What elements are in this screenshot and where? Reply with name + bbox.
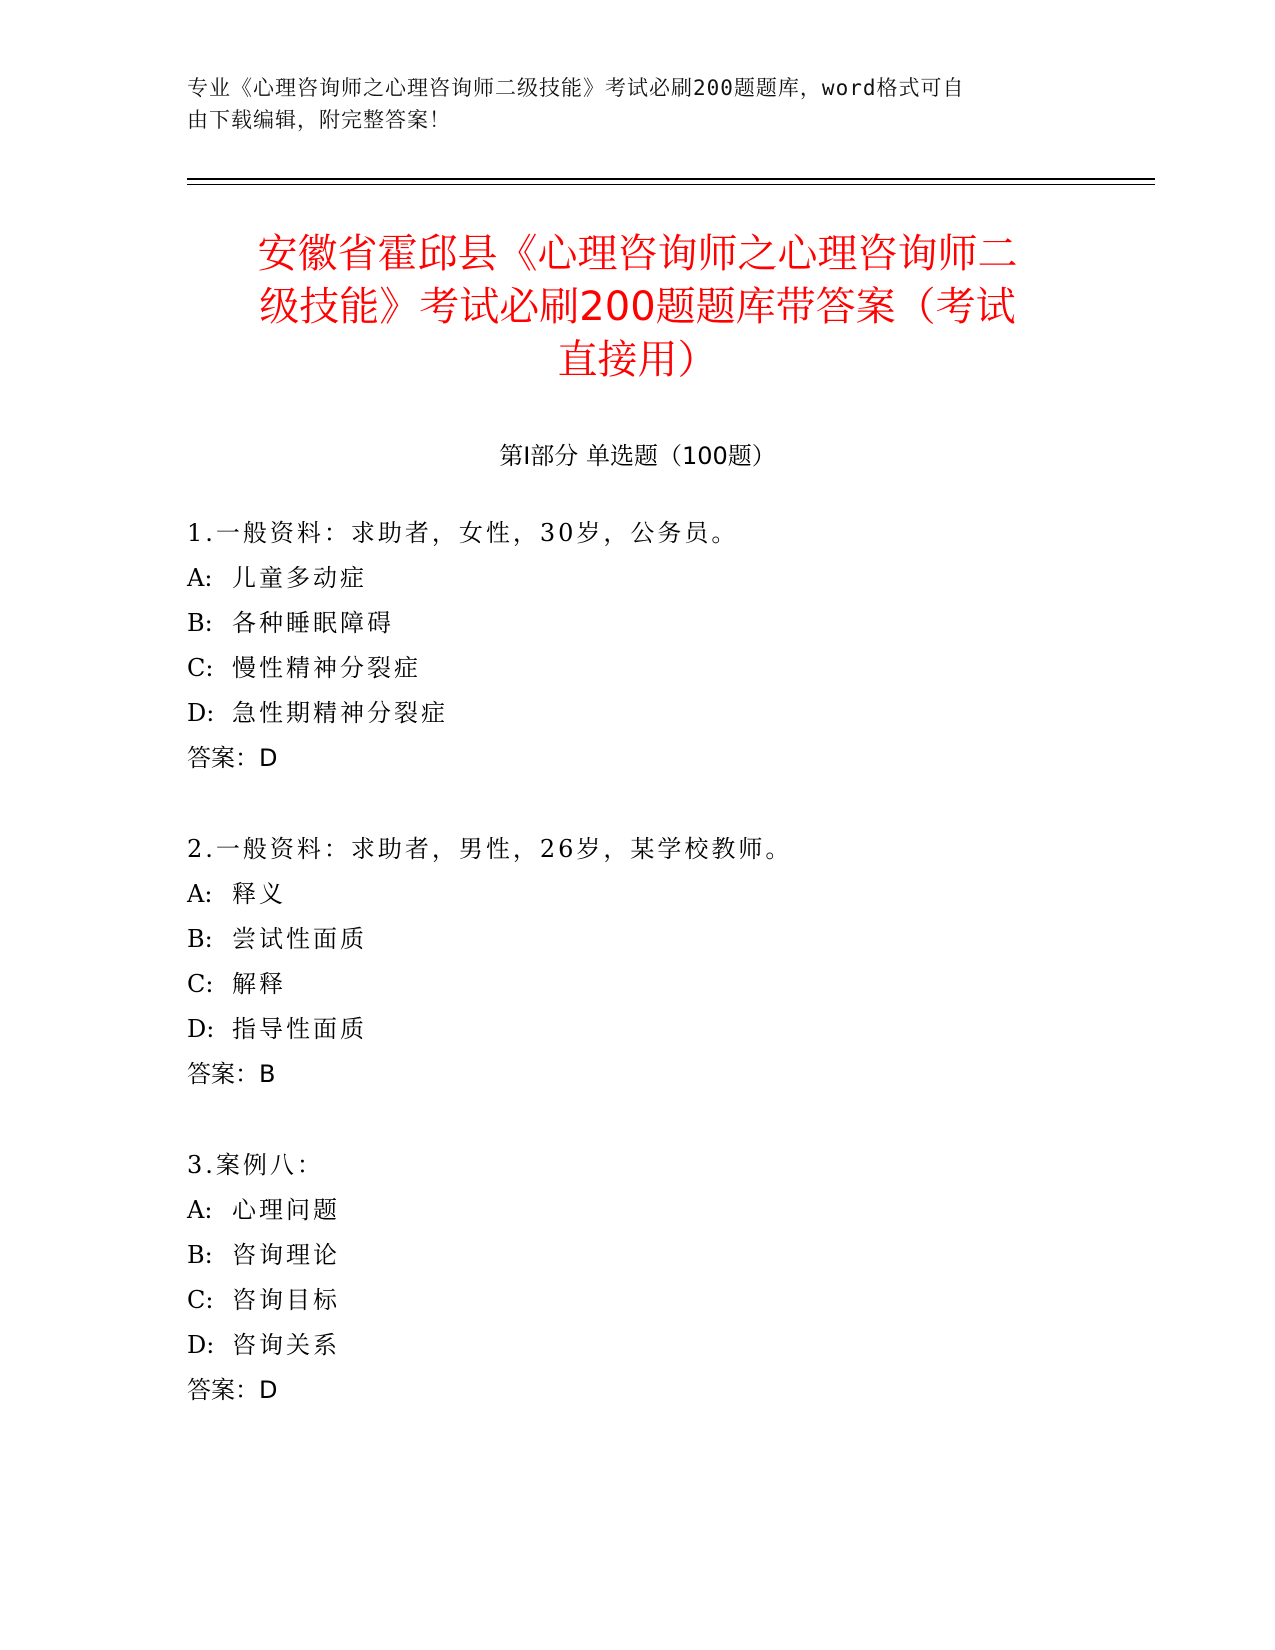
question-option-c xyxy=(187,1278,1087,1323)
answer-label: 答案： xyxy=(187,744,259,772)
answer-value: B xyxy=(259,1060,276,1088)
question-stem: 2.一般资料：求助者，男性，26岁，某学校教师。 xyxy=(187,835,793,863)
answer-label: 答案： xyxy=(187,1060,259,1088)
option-letter: A: xyxy=(187,880,213,908)
question-option-a xyxy=(187,556,1087,601)
option-letter: D: xyxy=(187,1015,215,1043)
question-option-d xyxy=(187,1007,1087,1052)
header-divider-thick xyxy=(187,178,1155,180)
option-text: 慢性精神分裂症 xyxy=(232,654,421,682)
header-divider-thin xyxy=(187,184,1155,185)
option-text: 尝试性面质 xyxy=(232,925,367,953)
question-stem: 1.一般资料：求助者，女性，30岁，公务员。 xyxy=(187,519,739,547)
question-answer xyxy=(187,1368,1087,1413)
question-option-a xyxy=(187,872,1087,917)
document-title-line-2: 级技能》考试必刷200题题库带答案（考试 xyxy=(259,284,1016,330)
document-title-line-3: 直接用） xyxy=(557,337,718,383)
option-letter: A: xyxy=(187,564,213,592)
option-text: 解释 xyxy=(232,970,286,998)
header-note-line-1: 专业《心理咨询师之心理咨询师二级技能》考试必刷200题题库，word格式可自 xyxy=(187,76,965,100)
option-letter: C: xyxy=(187,970,214,998)
section-title: 第Ⅰ部分 单选题（100题） xyxy=(499,442,776,470)
question-option-c xyxy=(187,962,1087,1007)
document-title-line-1: 安徽省霍邱县《心理咨询师之心理咨询师二 xyxy=(257,231,1018,277)
option-text: 心理问题 xyxy=(232,1196,340,1224)
question-option-b xyxy=(187,917,1087,962)
option-letter: B: xyxy=(187,925,213,953)
document-title xyxy=(190,228,1085,387)
option-letter: D: xyxy=(187,1331,215,1359)
option-letter: C: xyxy=(187,654,214,682)
option-text: 指导性面质 xyxy=(232,1015,367,1043)
question-option-c xyxy=(187,646,1087,691)
document-header-note xyxy=(187,72,1067,136)
question-option-d xyxy=(187,691,1087,736)
question-2 xyxy=(187,827,1087,1097)
answer-value: D xyxy=(259,1376,278,1404)
option-letter: B: xyxy=(187,1241,213,1269)
question-stem: 3.案例八： xyxy=(187,1151,324,1179)
option-text: 咨询关系 xyxy=(232,1331,340,1359)
question-1 xyxy=(187,511,1087,781)
question-answer xyxy=(187,736,1087,781)
question-answer xyxy=(187,1052,1087,1097)
question-option-a xyxy=(187,1188,1087,1233)
question-option-b xyxy=(187,601,1087,646)
option-letter: C: xyxy=(187,1286,214,1314)
option-text: 急性期精神分裂症 xyxy=(232,699,448,727)
option-text: 释义 xyxy=(232,880,286,908)
question-3 xyxy=(187,1143,1087,1413)
option-letter: B: xyxy=(187,609,213,637)
option-letter: A: xyxy=(187,1196,213,1224)
answer-label: 答案： xyxy=(187,1376,259,1404)
option-text: 咨询理论 xyxy=(232,1241,340,1269)
question-option-b xyxy=(187,1233,1087,1278)
header-note-line-2: 由下载编辑，附完整答案！ xyxy=(187,108,451,132)
option-text: 咨询目标 xyxy=(232,1286,340,1314)
option-text: 各种睡眠障碍 xyxy=(232,609,394,637)
question-option-d xyxy=(187,1323,1087,1368)
option-text: 儿童多动症 xyxy=(232,564,367,592)
option-letter: D: xyxy=(187,699,215,727)
answer-value: D xyxy=(259,744,278,772)
